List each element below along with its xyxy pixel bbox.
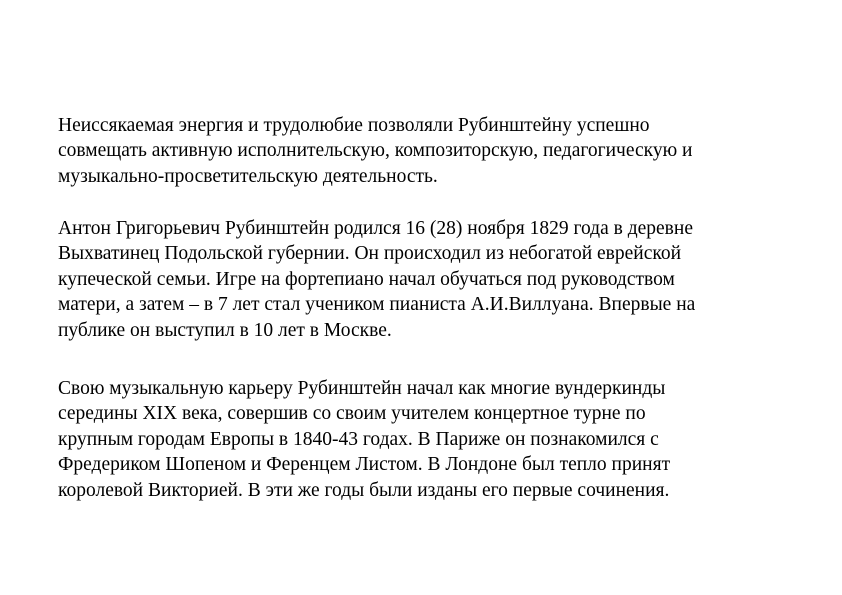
- paragraph-line: музыкально-просветительскую деятельность.: [58, 165, 438, 187]
- paragraph-line: матери, а затем – в 7 лет стал учеником пианиста А.И.Виллуана. Впервые на: [58, 294, 696, 316]
- paragraph-line: купеческой семьи. Игре на фортепиано начал обучаться под руководством: [58, 268, 675, 290]
- paragraph-line: Фредериком Шопеном и Ференцем Листом. В Лондоне был тепло принят: [58, 454, 671, 476]
- paragraph-line: Выхватинец Подольской губернии. Он происходил из небогатой еврейской: [58, 243, 682, 265]
- paragraph-career: [58, 376, 798, 503]
- paragraph-line: совмещать активную исполнительскую, композиторскую, педагогическую и: [58, 140, 693, 162]
- paragraph-line: публике он выступил в 10 лет в Москве.: [58, 319, 392, 341]
- paragraph-line: Антон Григорьевич Рубинштейн родился 16 (28) ноября 1829 года в деревне: [58, 218, 693, 239]
- paragraph-line: Свою музыкальную карьеру Рубинштейн начал как многие вундеркинды: [58, 378, 666, 399]
- paragraph-line: королевой Викторией. В эти же годы были изданы его первые сочинения.: [58, 479, 670, 501]
- paragraph-line: середины XIX века, совершив со своим учителем концертное турне по: [58, 403, 646, 425]
- paragraph-line: крупным городам Европы в 1840-43 годах. В Париже он познакомился с: [58, 428, 659, 450]
- paragraph-biography: [58, 216, 798, 343]
- paragraph-energy: [58, 113, 798, 189]
- paragraph-line: Неиссякаемая энергия и трудолюбие позволяли Рубинштейну успешно: [58, 115, 650, 136]
